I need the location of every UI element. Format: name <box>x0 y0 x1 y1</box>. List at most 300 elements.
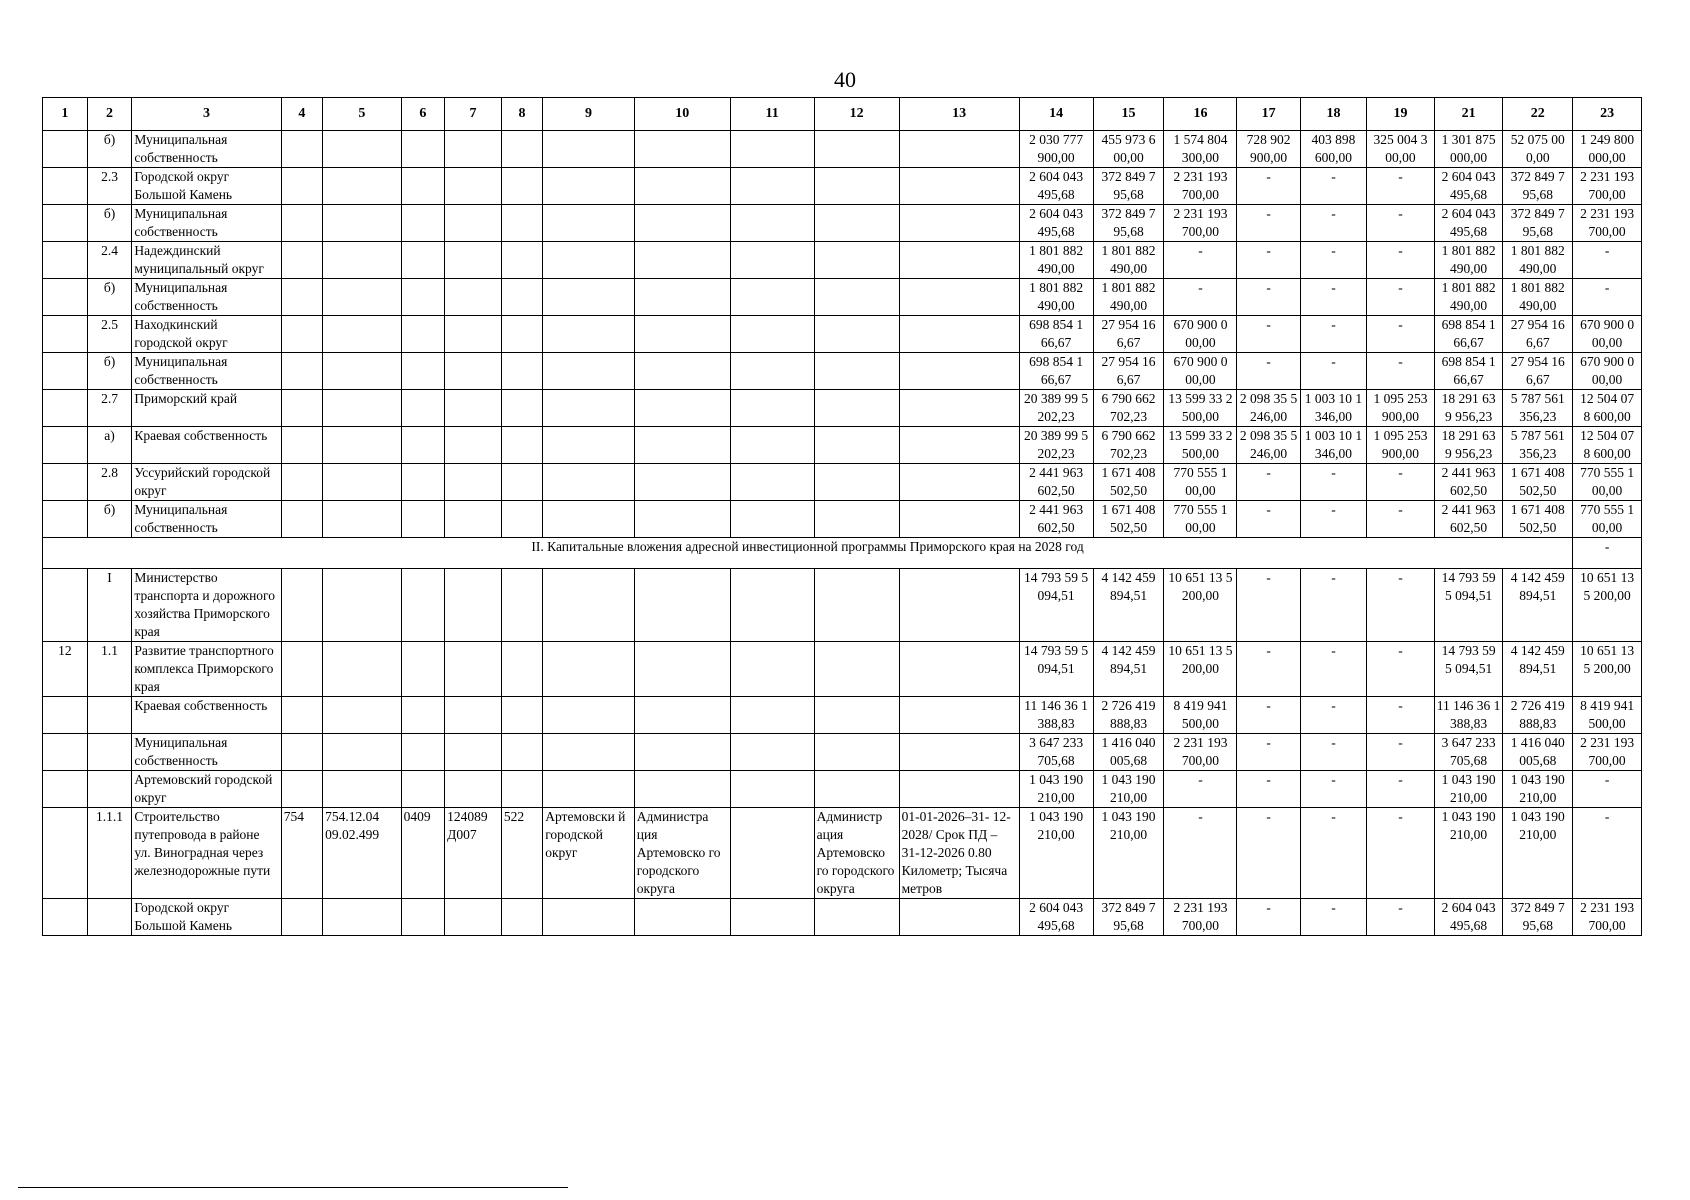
table-cell: б) <box>87 501 132 538</box>
table-cell <box>445 390 502 427</box>
table-body-part-b <box>43 569 1642 936</box>
table-cell <box>281 205 322 242</box>
table-cell <box>814 168 899 205</box>
table-cell: 10 651 13 5 200,00 <box>1164 642 1237 697</box>
table-cell: 2 231 193 700,00 <box>1164 205 1237 242</box>
table-cell <box>445 205 502 242</box>
table-cell: - <box>1300 697 1366 734</box>
table-cell <box>401 569 445 642</box>
table-cell <box>634 501 730 538</box>
table-cell <box>730 353 814 390</box>
table-cell <box>899 205 1019 242</box>
table-cell <box>899 131 1019 168</box>
table-cell <box>281 642 322 697</box>
table-cell <box>814 464 899 501</box>
table-cell <box>281 390 322 427</box>
table-cell <box>634 569 730 642</box>
table-cell: - <box>1237 569 1300 642</box>
table-cell <box>43 205 88 242</box>
table-cell: 18 291 63 9 956,23 <box>1434 427 1503 464</box>
table-cell: 1 003 10 1 346,00 <box>1300 390 1366 427</box>
table-cell <box>730 771 814 808</box>
table-cell: - <box>1300 642 1366 697</box>
table-cell <box>43 899 88 936</box>
table-row <box>43 899 1642 936</box>
table-cell: 10 651 13 5 200,00 <box>1573 642 1642 697</box>
column-header: 4 <box>281 98 322 131</box>
table-cell <box>634 242 730 279</box>
table-cell: - <box>1367 464 1435 501</box>
table-cell: 13 599 33 2 500,00 <box>1164 427 1237 464</box>
table-cell <box>814 697 899 734</box>
table-cell <box>543 242 635 279</box>
table-cell <box>401 697 445 734</box>
table-cell: 1.1 <box>87 642 132 697</box>
column-header: 3 <box>132 98 281 131</box>
table-cell: Муниципальная собственность <box>132 205 281 242</box>
table-cell: - <box>1164 808 1237 899</box>
column-header: 19 <box>1367 98 1435 131</box>
table-cell: - <box>1300 734 1366 771</box>
table-cell <box>323 168 401 205</box>
table-cell: Развитие транспортного комплекса Приморского края <box>132 642 281 697</box>
section-tail: - <box>1573 538 1642 569</box>
column-header: 2 <box>87 98 132 131</box>
table-cell <box>401 642 445 697</box>
table-cell <box>634 642 730 697</box>
table-cell: 770 555 1 00,00 <box>1573 501 1642 538</box>
table-cell <box>281 316 322 353</box>
table-cell: 2 231 193 700,00 <box>1573 168 1642 205</box>
table-cell: Краевая собственность <box>132 427 281 464</box>
table-cell: 1 003 10 1 346,00 <box>1300 427 1366 464</box>
table-cell: 14 793 59 5 094,51 <box>1019 569 1093 642</box>
table-cell <box>814 899 899 936</box>
table-cell <box>401 242 445 279</box>
table-cell <box>543 734 635 771</box>
table-cell <box>814 569 899 642</box>
table-cell: 698 854 1 66,67 <box>1019 316 1093 353</box>
table-cell: 1 043 190 210,00 <box>1434 808 1503 899</box>
table-cell: - <box>1300 899 1366 936</box>
table-cell: Находкинский городской округ <box>132 316 281 353</box>
table-cell <box>634 316 730 353</box>
table-cell: Надеждинский муниципальный округ <box>132 242 281 279</box>
table-cell <box>730 316 814 353</box>
footer-rule <box>18 1187 568 1188</box>
table-cell <box>401 464 445 501</box>
column-header: 14 <box>1019 98 1093 131</box>
table-cell <box>323 353 401 390</box>
table-cell <box>323 501 401 538</box>
section-title: II. Капитальные вложения адресной инвестиционной программы Приморского края на 2028 год <box>43 538 1573 569</box>
table-cell: 2 441 963 602,50 <box>1019 464 1093 501</box>
table-cell: 20 389 99 5 202,23 <box>1019 390 1093 427</box>
table-cell <box>323 242 401 279</box>
table-cell: - <box>1237 242 1300 279</box>
table-cell <box>543 569 635 642</box>
table-cell <box>814 279 899 316</box>
table-cell <box>323 569 401 642</box>
table-cell <box>730 501 814 538</box>
table-cell: 01-01-2026–31- 12-2028/ Срок ПД – 31-12-2026 0.80 Километр; Тысяча метров <box>899 808 1019 899</box>
table-cell <box>401 427 445 464</box>
table-cell <box>501 734 542 771</box>
table-cell: - <box>1367 569 1435 642</box>
table-cell <box>501 899 542 936</box>
table-cell: 12 504 07 8 600,00 <box>1573 427 1642 464</box>
table-cell: 1 416 040 005,68 <box>1503 734 1573 771</box>
table-cell <box>730 808 814 899</box>
table-cell: 2 030 777 900,00 <box>1019 131 1093 168</box>
table-cell <box>501 642 542 697</box>
column-header: 9 <box>543 98 635 131</box>
table-cell <box>730 242 814 279</box>
table-cell <box>281 131 322 168</box>
table-cell: - <box>1237 734 1300 771</box>
table-cell: 8 419 941 500,00 <box>1573 697 1642 734</box>
table-cell: - <box>1367 242 1435 279</box>
table-cell <box>501 316 542 353</box>
table-cell <box>543 168 635 205</box>
table-cell: - <box>1573 242 1642 279</box>
table-cell <box>899 734 1019 771</box>
table-cell: - <box>1237 464 1300 501</box>
table-cell: б) <box>87 205 132 242</box>
table-cell <box>543 390 635 427</box>
table-cell <box>445 353 502 390</box>
table-cell: 27 954 16 6,67 <box>1093 353 1164 390</box>
table-cell: 12 504 07 8 600,00 <box>1573 390 1642 427</box>
table-cell <box>323 464 401 501</box>
table-cell: 8 419 941 500,00 <box>1164 697 1237 734</box>
table-cell <box>445 899 502 936</box>
table-cell <box>634 205 730 242</box>
table-cell <box>501 242 542 279</box>
table-cell: 1 801 882 490,00 <box>1093 242 1164 279</box>
table-cell <box>281 697 322 734</box>
column-header: 7 <box>445 98 502 131</box>
table-cell <box>445 464 502 501</box>
table-cell <box>43 427 88 464</box>
table-cell: - <box>1300 316 1366 353</box>
table-cell: 372 849 7 95,68 <box>1093 899 1164 936</box>
table-cell: 372 849 7 95,68 <box>1093 205 1164 242</box>
column-header: 13 <box>899 98 1019 131</box>
column-header: 18 <box>1300 98 1366 131</box>
table-cell <box>445 771 502 808</box>
table-row <box>43 242 1642 279</box>
table-cell <box>899 168 1019 205</box>
table-cell <box>445 279 502 316</box>
table-cell <box>634 771 730 808</box>
table-cell: - <box>1367 205 1435 242</box>
table-cell: Муниципальная собственность <box>132 131 281 168</box>
table-cell: 2 441 963 602,50 <box>1434 501 1503 538</box>
table-cell <box>43 316 88 353</box>
table-cell: - <box>1237 697 1300 734</box>
table-cell <box>323 316 401 353</box>
table-cell <box>634 899 730 936</box>
table-cell: 5 787 561 356,23 <box>1503 390 1573 427</box>
table-cell: 1 671 408 502,50 <box>1503 464 1573 501</box>
table-cell <box>634 464 730 501</box>
table-cell <box>323 279 401 316</box>
table-cell: 2 231 193 700,00 <box>1164 899 1237 936</box>
table-cell <box>501 464 542 501</box>
table-cell: - <box>1367 353 1435 390</box>
table-cell: а) <box>87 427 132 464</box>
table-cell <box>501 501 542 538</box>
table-cell <box>281 168 322 205</box>
table-cell <box>899 279 1019 316</box>
table-cell <box>401 353 445 390</box>
table-cell <box>730 168 814 205</box>
table-cell <box>445 316 502 353</box>
table-cell <box>814 353 899 390</box>
table-cell: 20 389 99 5 202,23 <box>1019 427 1093 464</box>
table-cell: 754 <box>281 808 322 899</box>
table-cell <box>814 131 899 168</box>
table-cell: 1 801 882 490,00 <box>1019 279 1093 316</box>
table-cell: 14 793 59 5 094,51 <box>1434 569 1503 642</box>
table-cell: 2 604 043 495,68 <box>1019 899 1093 936</box>
table-cell <box>543 899 635 936</box>
table-cell <box>730 464 814 501</box>
table-cell <box>323 205 401 242</box>
table-cell: - <box>1367 771 1435 808</box>
table-cell: 2 441 963 602,50 <box>1019 501 1093 538</box>
table-cell <box>634 279 730 316</box>
table-cell <box>814 734 899 771</box>
table-cell: - <box>1300 569 1366 642</box>
table-cell <box>445 734 502 771</box>
table-cell <box>401 899 445 936</box>
table-cell <box>43 353 88 390</box>
table-cell: Муниципальная собственность <box>132 501 281 538</box>
table-row <box>43 131 1642 168</box>
table-cell <box>634 697 730 734</box>
table-cell: 372 849 7 95,68 <box>1503 205 1573 242</box>
table-cell: 1 043 190 210,00 <box>1503 808 1573 899</box>
table-cell: Городской округ Большой Камень <box>132 899 281 936</box>
table-cell: 770 555 1 00,00 <box>1164 501 1237 538</box>
table-cell: - <box>1237 279 1300 316</box>
table-cell: 2.3 <box>87 168 132 205</box>
table-cell: 4 142 459 894,51 <box>1093 642 1164 697</box>
table-cell <box>899 697 1019 734</box>
table-row <box>43 771 1642 808</box>
table-cell <box>730 131 814 168</box>
table-cell <box>323 697 401 734</box>
table-cell <box>634 734 730 771</box>
table-cell <box>814 642 899 697</box>
table-cell: 2 231 193 700,00 <box>1164 734 1237 771</box>
table-cell: 2 604 043 495,68 <box>1434 899 1503 936</box>
table-cell: 770 555 1 00,00 <box>1573 464 1642 501</box>
column-header: 17 <box>1237 98 1300 131</box>
table-cell: 372 849 7 95,68 <box>1503 168 1573 205</box>
table-cell: - <box>1237 205 1300 242</box>
table-cell <box>730 642 814 697</box>
table-cell <box>401 131 445 168</box>
table-cell <box>401 771 445 808</box>
table-cell: 12 <box>43 642 88 697</box>
table-cell: Администр ация Артемовско го городского округа <box>814 808 899 899</box>
table-cell <box>281 899 322 936</box>
table-cell <box>43 131 88 168</box>
section-row-group <box>43 538 1642 569</box>
table-cell: Муниципальная собственность <box>132 353 281 390</box>
table-cell <box>281 569 322 642</box>
table-row <box>43 697 1642 734</box>
table-cell <box>445 642 502 697</box>
table-cell: 2.4 <box>87 242 132 279</box>
table-cell <box>543 316 635 353</box>
table-cell: 728 902 900,00 <box>1237 131 1300 168</box>
table-cell <box>281 353 322 390</box>
table-row <box>43 353 1642 390</box>
investment-program-table <box>42 97 1642 936</box>
table-cell <box>634 131 730 168</box>
column-header: 8 <box>501 98 542 131</box>
table-cell: - <box>1367 697 1435 734</box>
table-cell: - <box>1164 771 1237 808</box>
table-cell <box>401 205 445 242</box>
table-cell <box>43 168 88 205</box>
table-cell <box>43 279 88 316</box>
table-cell: 2 098 35 5 246,00 <box>1237 390 1300 427</box>
table-cell <box>401 734 445 771</box>
table-cell: 2 441 963 602,50 <box>1434 464 1503 501</box>
table-cell <box>281 279 322 316</box>
table-row <box>43 205 1642 242</box>
table-cell <box>899 353 1019 390</box>
table-cell: 1 801 882 490,00 <box>1434 279 1503 316</box>
table-cell: 27 954 16 6,67 <box>1503 353 1573 390</box>
table-cell: - <box>1300 353 1366 390</box>
table-cell: 2 231 193 700,00 <box>1573 205 1642 242</box>
table-cell <box>323 131 401 168</box>
table-cell: 1 095 253 900,00 <box>1367 390 1435 427</box>
table-cell <box>445 427 502 464</box>
table-cell <box>899 569 1019 642</box>
table-cell: 1 043 190 210,00 <box>1503 771 1573 808</box>
table-cell: 670 900 0 00,00 <box>1573 316 1642 353</box>
table-cell: 754.12.04 09.02.499 <box>323 808 401 899</box>
table-cell: 1 671 408 502,50 <box>1503 501 1573 538</box>
table-cell <box>323 390 401 427</box>
table-cell <box>543 697 635 734</box>
table-cell: 14 793 59 5 094,51 <box>1434 642 1503 697</box>
table-cell <box>43 464 88 501</box>
table-cell <box>634 390 730 427</box>
table-cell <box>634 353 730 390</box>
table-cell: 1 671 408 502,50 <box>1093 464 1164 501</box>
table-cell <box>43 501 88 538</box>
table-cell <box>543 464 635 501</box>
table-cell: 2 231 193 700,00 <box>1164 168 1237 205</box>
table-cell <box>899 642 1019 697</box>
table-cell: 1 801 882 490,00 <box>1434 242 1503 279</box>
table-cell <box>543 131 635 168</box>
table-cell <box>445 131 502 168</box>
table-cell: 1 301 875 000,00 <box>1434 131 1503 168</box>
table-cell: 2 726 419 888,83 <box>1093 697 1164 734</box>
table-cell <box>543 771 635 808</box>
table-cell: 372 849 7 95,68 <box>1503 899 1573 936</box>
table-cell: - <box>1237 808 1300 899</box>
table-cell <box>543 353 635 390</box>
table-row <box>43 464 1642 501</box>
table-cell: 2.8 <box>87 464 132 501</box>
table-cell <box>401 501 445 538</box>
table-cell <box>323 771 401 808</box>
table-cell <box>899 390 1019 427</box>
table-cell: - <box>1164 242 1237 279</box>
table-cell: 1 095 253 900,00 <box>1367 427 1435 464</box>
table-cell: Артемовски й городской округ <box>543 808 635 899</box>
table-cell: 10 651 13 5 200,00 <box>1164 569 1237 642</box>
table-cell <box>543 501 635 538</box>
table-cell <box>543 279 635 316</box>
table-cell <box>401 168 445 205</box>
table-cell: 4 142 459 894,51 <box>1093 569 1164 642</box>
table-cell <box>899 899 1019 936</box>
table-cell <box>814 771 899 808</box>
table-cell: б) <box>87 279 132 316</box>
table-cell <box>323 899 401 936</box>
table-cell: 2 604 043 495,68 <box>1434 205 1503 242</box>
table-cell: - <box>1300 205 1366 242</box>
table-cell: 2 098 35 5 246,00 <box>1237 427 1300 464</box>
table-cell: 455 973 6 00,00 <box>1093 131 1164 168</box>
table-cell <box>323 427 401 464</box>
table-cell: 2 604 043 495,68 <box>1019 168 1093 205</box>
table-cell: - <box>1237 353 1300 390</box>
table-cell: 670 900 0 00,00 <box>1573 353 1642 390</box>
table-cell <box>281 501 322 538</box>
table-cell: - <box>1300 279 1366 316</box>
table-cell <box>401 279 445 316</box>
table-row <box>43 501 1642 538</box>
table-cell: 4 142 459 894,51 <box>1503 569 1573 642</box>
table-cell: Городской округ Большой Камень <box>132 168 281 205</box>
table-cell: - <box>1367 501 1435 538</box>
table-cell: 325 004 3 00,00 <box>1367 131 1435 168</box>
table-row <box>43 569 1642 642</box>
table-cell <box>814 501 899 538</box>
table-cell <box>730 734 814 771</box>
table-cell: 372 849 7 95,68 <box>1093 168 1164 205</box>
table-cell: - <box>1367 279 1435 316</box>
table-cell: - <box>1367 899 1435 936</box>
table-cell <box>501 279 542 316</box>
table-cell <box>43 697 88 734</box>
table-cell: 11 146 36 1 388,83 <box>1434 697 1503 734</box>
table-cell: - <box>1367 734 1435 771</box>
table-cell: Администра ция Артемовско го городского округа <box>634 808 730 899</box>
column-header: 23 <box>1573 98 1642 131</box>
table-cell: - <box>1237 899 1300 936</box>
table-cell: 5 787 561 356,23 <box>1503 427 1573 464</box>
table-row <box>43 427 1642 464</box>
table-cell <box>501 697 542 734</box>
section-row <box>43 538 1642 569</box>
table-cell <box>501 427 542 464</box>
table-cell: 3 647 233 705,68 <box>1434 734 1503 771</box>
table-row <box>43 642 1642 697</box>
